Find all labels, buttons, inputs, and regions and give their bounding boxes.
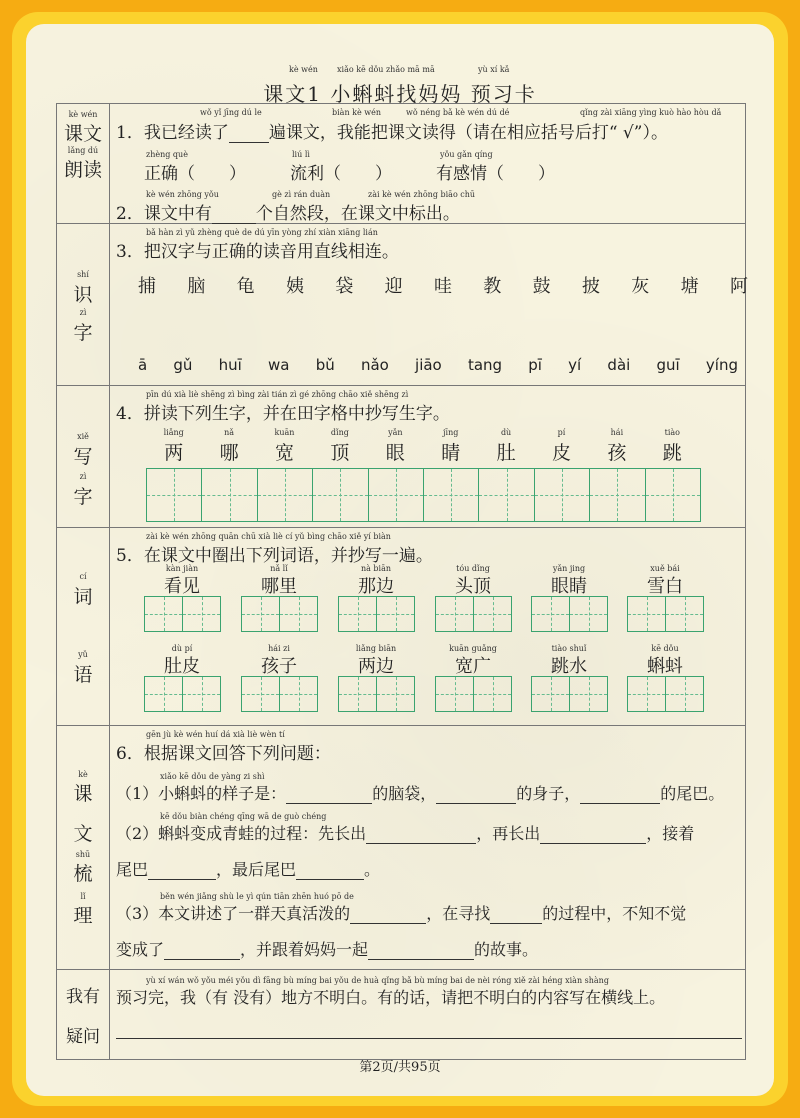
- a1-pinyin: xiǎo kē dǒu de yàng zi shì: [160, 772, 265, 781]
- write-char: 孩: [607, 442, 627, 464]
- tianzige-cell[interactable]: [201, 468, 257, 522]
- write-char-item: [146, 428, 201, 465]
- label-questions: [57, 970, 110, 1060]
- write-char: 跳: [662, 442, 682, 464]
- label-reading-top: 课文: [63, 123, 102, 145]
- a2-text-b: ，再长出: [476, 824, 541, 843]
- recognize-char: 姨: [285, 276, 304, 297]
- q2-pinyin-b: gè zì rán duàn: [272, 190, 331, 199]
- recognize-pinyin: ā: [138, 356, 148, 374]
- write-char-item: [534, 428, 589, 465]
- a3-blank-2[interactable]: [490, 907, 542, 924]
- tianzige-cell[interactable]: [531, 676, 570, 712]
- word-pinyin: kē dǒu: [651, 644, 679, 653]
- recognize-char: 教: [483, 276, 502, 297]
- label-questions-2: 疑问: [66, 1027, 100, 1047]
- a2-blank-4[interactable]: [296, 863, 364, 880]
- write-char-item: [589, 428, 644, 465]
- a3-text-c: 的过程中，不知不觉: [542, 904, 687, 923]
- a3-line2-text-b: ，并跟着妈妈一起: [240, 940, 369, 959]
- q4-pinyin: pīn dú xià liè shēng zì bìng zài tián zì gé zhōng chāo xiě shēng zì: [146, 390, 409, 399]
- tianzige-cell[interactable]: [645, 468, 701, 522]
- recognize-char: 灰: [631, 276, 650, 297]
- word: 眼睛: [551, 576, 587, 597]
- tianzige-cell[interactable]: [473, 596, 512, 632]
- tianzige-cell[interactable]: [569, 596, 608, 632]
- tianzige-cell[interactable]: [665, 676, 704, 712]
- q2-blank[interactable]: [212, 207, 256, 224]
- recognize-char: 袋: [335, 276, 354, 297]
- title-pinyin-2: xiǎo kē dǒu zhǎo mā mā: [337, 65, 435, 74]
- tianzige-cell[interactable]: [241, 596, 280, 632]
- a2-line2-text-c: 。: [364, 860, 381, 879]
- label-words-py-2: yǔ: [78, 650, 88, 659]
- recognize-char: 捕: [138, 276, 156, 297]
- preview-card-table: [56, 103, 746, 1060]
- write-char: 哪: [219, 442, 239, 464]
- word: 宽广: [455, 656, 491, 677]
- word: 两边: [358, 656, 394, 677]
- recognize-pinyin: gǔ: [173, 356, 193, 374]
- write-char: 顶: [330, 442, 350, 464]
- q3-pinyin-row: [138, 356, 738, 374]
- label-recognize-2: 字: [73, 322, 93, 344]
- a3-text: （3）本文讲述了一群天真活泼的: [116, 904, 351, 923]
- answer-3: [116, 901, 686, 924]
- write-content: [110, 386, 746, 528]
- label-summary-py-4: lǐ: [80, 892, 86, 901]
- tianzige-cell[interactable]: [182, 596, 221, 632]
- word-pinyin: liǎng biān: [355, 644, 397, 653]
- a3-line2-text: 变成了: [116, 940, 165, 959]
- option-fluent[interactable]: 流利（ ）: [290, 164, 392, 184]
- write-char: 肚: [496, 442, 516, 464]
- recognize-pinyin: huī: [218, 356, 242, 374]
- word-pinyin: xuě bái: [650, 564, 680, 573]
- recognize-char: 塘: [680, 276, 699, 297]
- label-summary-2: 文: [73, 823, 93, 845]
- word-pinyin: kuān guǎng: [449, 644, 497, 653]
- a2-blank-1[interactable]: [366, 827, 476, 844]
- a2-text-c: ，接着: [646, 824, 695, 843]
- page-title: 课文1 小蝌蚪找妈妈 预习卡: [263, 82, 537, 106]
- label-words-2: 语: [73, 664, 93, 686]
- recognize-pinyin: pī: [528, 356, 542, 374]
- word: 看见: [164, 576, 200, 597]
- a3-text-b: ，在寻找: [426, 904, 491, 923]
- tianzige-cell[interactable]: [144, 676, 183, 712]
- a3-blank-3[interactable]: [164, 943, 240, 960]
- word-pinyin: tóu dǐng: [456, 564, 490, 573]
- word-pinyin: nà biān: [360, 564, 392, 573]
- label-summary-py-3: shū: [75, 850, 91, 859]
- summary-content: [110, 726, 746, 970]
- word-pinyin: yǎn jing: [552, 564, 586, 573]
- recognize-pinyin: yíng: [705, 356, 738, 374]
- question-2: [116, 199, 460, 224]
- recognize-pinyin: yí: [568, 356, 582, 374]
- a2-pinyin: kē dǒu biàn chéng qīng wā de guò chéng: [160, 812, 327, 821]
- write-char-pinyin: pí: [557, 428, 566, 437]
- title-pinyin-1: kè wén: [289, 65, 318, 74]
- page-footer: 第2页/共95页: [359, 1060, 441, 1075]
- q1-pinyin-b: biàn kè wén: [332, 108, 382, 117]
- q4-grid-row: [146, 468, 700, 522]
- write-char-pinyin: liǎng: [163, 428, 184, 437]
- word-pinyin: tiào shuǐ: [551, 644, 587, 653]
- q4-char-row: [146, 428, 702, 466]
- label-summary-py-1: kè: [78, 770, 88, 779]
- write-char-pinyin: tiào: [664, 428, 680, 437]
- label-write-py-1: xiě: [77, 432, 89, 441]
- word: 雪白: [647, 576, 683, 597]
- opt3-pinyin: yǒu gǎn qíng: [440, 150, 493, 159]
- answer-2-line2: [116, 857, 380, 880]
- label-questions-1: 我有: [66, 987, 100, 1007]
- answer-2: [116, 821, 694, 844]
- a3-pinyin: běn wén jiǎng shù le yì qún tiān zhēn huó pō de: [160, 892, 354, 901]
- word: 头顶: [455, 576, 491, 597]
- recognize-pinyin: nǎo: [360, 356, 389, 374]
- question-5: 5．在课文中圈出下列词语，并抄写一遍。: [116, 546, 433, 566]
- tianzige-cell[interactable]: [376, 596, 415, 632]
- recognize-content: [110, 224, 746, 386]
- write-char-item: [478, 428, 533, 465]
- a2-line2-text: 尾巴: [116, 860, 149, 879]
- title-pinyin-3: yù xí kǎ: [478, 65, 510, 74]
- word: 肚皮: [164, 656, 200, 677]
- recognize-char: 迎: [384, 276, 403, 297]
- words-content: [110, 528, 746, 726]
- recognize-char: 脑: [187, 276, 206, 297]
- tianzige-cell[interactable]: [627, 596, 666, 632]
- tianzige-cell[interactable]: [627, 676, 666, 712]
- recognize-char: 龟: [236, 276, 255, 297]
- label-summary-4: 理: [73, 905, 93, 927]
- word: 孩子: [261, 656, 297, 677]
- write-char-pinyin: hái: [610, 428, 624, 437]
- a3-blank-4[interactable]: [368, 943, 474, 960]
- tianzige-cell[interactable]: [241, 676, 280, 712]
- tianzige-cell[interactable]: [376, 676, 415, 712]
- label-reading-bottom: 朗读: [63, 159, 102, 181]
- recognize-pinyin: jiāo: [415, 356, 442, 374]
- q1-text-b: 遍课文，我能把课文读得（请在相应括号后打“ √”）。: [268, 123, 668, 143]
- recognize-char: 阿: [729, 276, 748, 297]
- recognize-char: 哇: [433, 276, 452, 297]
- question-answer-line[interactable]: [116, 1038, 742, 1039]
- a3-line2-text-c: 的故事。: [474, 940, 539, 959]
- write-char-item: [423, 428, 478, 465]
- tianzige-cell[interactable]: [435, 676, 474, 712]
- recognize-pinyin: bǔ: [315, 356, 335, 374]
- tianzige-cell[interactable]: [569, 676, 608, 712]
- tianzige-cell[interactable]: [665, 596, 704, 632]
- option-correct[interactable]: 正确（ ）: [144, 164, 246, 184]
- a1-text-c: 的身子，: [516, 784, 581, 803]
- a2-text: （2）蝌蚪变成青蛙的过程：先长出: [116, 824, 367, 843]
- question-1: [116, 118, 668, 143]
- word: 哪里: [261, 576, 297, 597]
- recognize-pinyin: wa: [268, 356, 290, 374]
- tianzige-cell[interactable]: [534, 468, 590, 522]
- label-summary-1: 课: [73, 783, 93, 805]
- write-char-item: [312, 428, 367, 465]
- a2-line2-text-b: ，最后尾巴: [216, 860, 297, 879]
- recognize-pinyin: dài: [607, 356, 631, 374]
- write-char: 宽: [274, 442, 294, 464]
- q1-pinyin-c: wǒ néng bǎ kè wén dú dé: [406, 108, 510, 117]
- q1-pinyin-d: qǐng zài xiāng yìng kuò hào hòu dǎ: [580, 108, 722, 117]
- q2-pinyin-a: kè wén zhōng yǒu: [146, 190, 219, 199]
- write-char-item: [645, 428, 700, 465]
- label-recognize: [57, 224, 110, 386]
- label-write: [57, 386, 110, 528]
- tianzige-cell[interactable]: [146, 468, 202, 522]
- label-write-py-2: zì: [79, 472, 87, 481]
- label-words-1: 词: [73, 586, 93, 608]
- write-char-pinyin: dù: [500, 428, 512, 437]
- questions-content: [110, 970, 746, 1060]
- tianzige-cell[interactable]: [144, 596, 183, 632]
- q2-pinyin-c: zài kè wén zhōng biāo chū: [368, 190, 476, 199]
- answer-1: [116, 781, 724, 804]
- label-words-py-1: cí: [79, 572, 87, 581]
- recognize-char: 鼓: [532, 276, 551, 297]
- word-pinyin: dù pí: [171, 644, 193, 653]
- q1-pinyin-a: wǒ yǐ jīng dú le: [200, 108, 262, 117]
- tianzige-cell[interactable]: [589, 468, 645, 522]
- label-reading-py-2: lǎng dú: [67, 146, 99, 155]
- a2-blank-2[interactable]: [540, 827, 646, 844]
- a1-blank-1[interactable]: [286, 787, 372, 804]
- tianzige-cell[interactable]: [478, 468, 534, 522]
- opt2-pinyin: liú lì: [292, 150, 310, 159]
- write-char-pinyin: dǐng: [330, 428, 349, 437]
- label-summary-3: 梳: [73, 863, 93, 885]
- tianzige-cell[interactable]: [338, 676, 377, 712]
- label-recognize-py-1: shí: [77, 270, 89, 279]
- word: 跳水: [551, 656, 587, 677]
- question-6: 6．根据课文回答下列问题：: [116, 744, 331, 764]
- recognize-char: 披: [581, 276, 600, 297]
- q3-char-row: [138, 272, 748, 298]
- write-char: 眼: [385, 442, 405, 464]
- tianzige-cell[interactable]: [531, 596, 570, 632]
- label-recognize-1: 识: [73, 284, 93, 306]
- label-write-2: 字: [73, 486, 93, 508]
- question-4: 4．拼读下列生字，并在田字格中抄写生字。: [116, 404, 450, 424]
- recognize-pinyin: guī: [656, 356, 680, 374]
- tianzige-cell[interactable]: [368, 468, 424, 522]
- q2-text: 2．课文中有: [116, 204, 212, 224]
- write-char: 皮: [551, 442, 571, 464]
- answer-3-line2: [116, 937, 538, 960]
- word-pinyin: hái zi: [268, 644, 290, 653]
- word: 蝌蚪: [647, 656, 683, 677]
- q1-text: 1．我已经读了: [116, 123, 229, 143]
- q2-text-b: 个自然段，在课文中标出。: [255, 204, 460, 224]
- label-reading-py-1: kè wén: [68, 110, 98, 119]
- tianzige-cell[interactable]: [279, 596, 318, 632]
- a1-blank-3[interactable]: [580, 787, 660, 804]
- tianzige-cell[interactable]: [435, 596, 474, 632]
- question-7: 预习完，我（有 没有）地方不明白。有的话，请把不明白的内容写在横线上。: [116, 988, 666, 1007]
- a1-text: （1）小蝌蚪的样子是：: [116, 784, 287, 803]
- write-char-pinyin: yǎn: [388, 428, 403, 437]
- write-char: 两: [164, 442, 184, 464]
- option-emotion[interactable]: 有感情（ ）: [436, 164, 555, 184]
- q6-pinyin: gēn jù kè wén huí dá xià liè wèn tí: [146, 730, 285, 739]
- tianzige-cell[interactable]: [423, 468, 479, 522]
- write-char-pinyin: jīng: [443, 428, 459, 437]
- label-recognize-py-2: zì: [79, 308, 87, 317]
- label-reading: [57, 104, 110, 224]
- reading-content: [110, 104, 746, 224]
- q3-pinyin: bǎ hàn zì yǔ zhèng què de dú yīn yòng zhí xiàn xiāng lián: [146, 228, 378, 237]
- a1-text-d: 的尾巴。: [660, 784, 725, 803]
- tianzige-cell[interactable]: [473, 676, 512, 712]
- tianzige-cell[interactable]: [279, 676, 318, 712]
- label-write-1: 写: [73, 446, 93, 468]
- q5-pinyin: zài kè wén zhōng quān chū xià liè cí yǔ bìng chāo xiě yí biàn: [146, 532, 391, 541]
- write-char-item: [368, 428, 423, 465]
- tianzige-cell[interactable]: [338, 596, 377, 632]
- write-char: 睛: [441, 442, 461, 464]
- tianzige-cell[interactable]: [312, 468, 368, 522]
- a1-text-b: 的脑袋，: [372, 784, 437, 803]
- opt1-pinyin: zhèng què: [146, 150, 188, 159]
- recognize-pinyin: tang: [467, 356, 503, 374]
- a2-blank-3[interactable]: [148, 863, 216, 880]
- q1-blank[interactable]: [229, 126, 269, 143]
- a3-blank-1[interactable]: [350, 907, 426, 924]
- q7-pinyin: yù xí wán wǒ yǒu méi yǒu dì fāng bù míng bai yǒu de huà qǐng bǎ bù míng bai de nèi róng xiě zài héng xiàn shàng: [146, 976, 609, 985]
- write-char-item: [201, 428, 256, 465]
- write-char-item: [257, 428, 312, 465]
- label-words: [57, 528, 110, 726]
- tianzige-cell[interactable]: [182, 676, 221, 712]
- label-summary: [57, 726, 110, 970]
- q5-word-area: [110, 564, 748, 728]
- word-pinyin: nǎ lǐ: [270, 564, 288, 573]
- word-pinyin: kàn jiàn: [165, 564, 199, 573]
- word: 那边: [358, 576, 394, 597]
- tianzige-cell[interactable]: [257, 468, 313, 522]
- write-char-pinyin: kuān: [274, 428, 295, 437]
- a1-blank-2[interactable]: [436, 787, 516, 804]
- question-3: 3．把汉字与正确的读音用直线相连。: [116, 242, 399, 262]
- write-char-pinyin: nǎ: [224, 428, 235, 437]
